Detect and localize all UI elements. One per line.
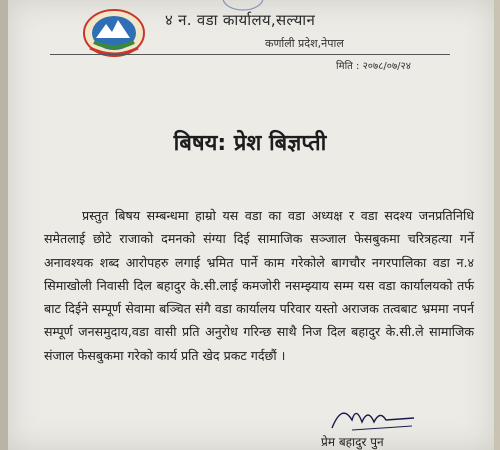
nepal-emblem-logo [82, 8, 146, 58]
signer-name: प्रेम बहादुर पुन [321, 435, 384, 449]
notice-body: प्रस्तुत बिषय सम्बन्धमा हाम्रो यस वडा का वडा अध्यक्ष र वडा सदश्य जनप्रतिनिधि समेतलाई छोटे राजाको दमनको संग्या दिई सामाजिक सञ्जाल फेसबुकमा चरित्रहत्या गर्ने अनावश्यक शब्द आरोपहरु लगाई भ्रमित पार्ने काम गरेकोले बागचौर नगरपालिका वडा न.४ सिमाखोली निवासी दिल बहादुर के.सी.लाई कमजोरी नसम्झ्याय सम्म यस वडा कार्यालयको तर्फ बाट दिईने सम्पूर्ण सेवामा बञ्चित संगै वडा कार्यालय परिवार यस्तो अराजक तत्वबाट भ्रममा नपर्न सम्पूर्ण जनसमुदाय,वडा वासी प्रति अनुरोध गरिन्छ साथै निज दिल बहादुर के.सी.ले सामाजिक संजाल फेसबुकमा गरेको कार्य प्रति खेद प्रकट गर्दछौं । [44, 208, 474, 363]
notice-subject: बिषय: प्रेश बिज्ञप्ती [173, 131, 327, 156]
office-address: कर्णाली प्रदेश,नेपाल [265, 37, 344, 50]
notice-date: मिति : २०७८/०७/२४ [336, 61, 411, 72]
header-divider [50, 54, 450, 55]
handwritten-signature [322, 398, 422, 438]
office-name: ४ न. वडा कार्यालय,सल्यान [165, 11, 316, 29]
